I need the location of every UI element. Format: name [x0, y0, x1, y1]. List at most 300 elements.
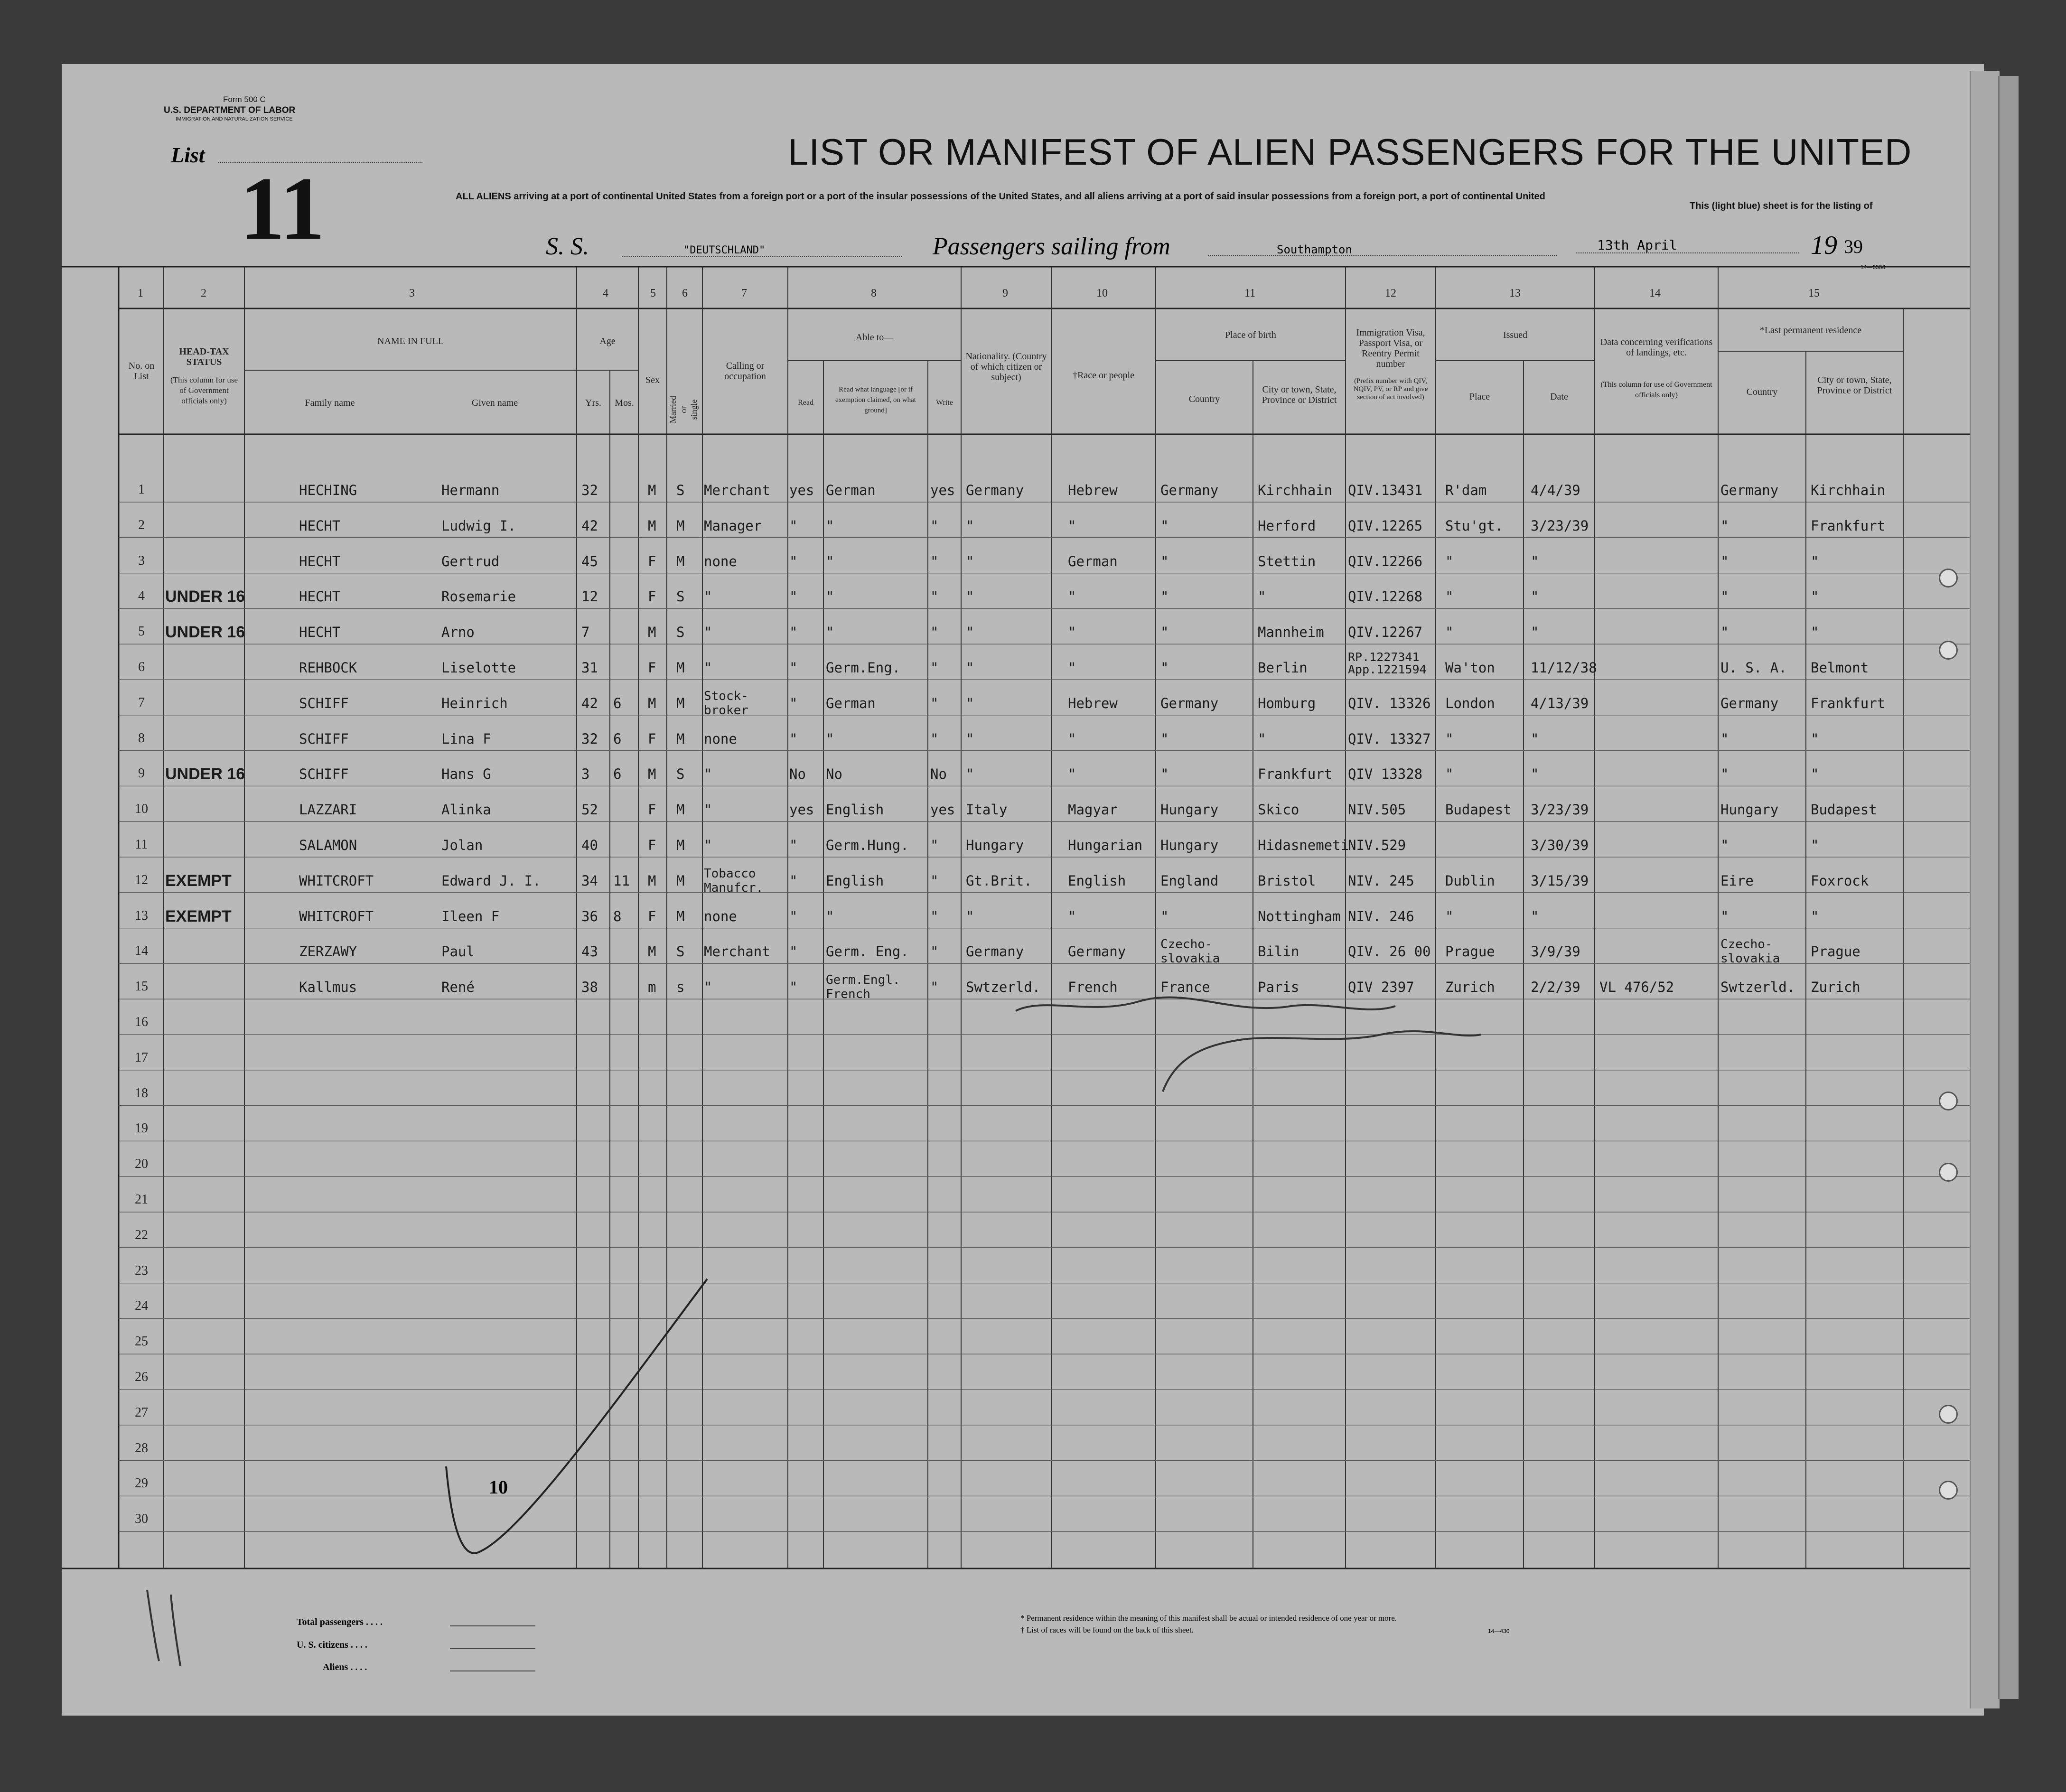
cell-birth-city: Nottingham	[1258, 908, 1341, 924]
cell-residence-country: "	[1720, 908, 1729, 924]
cell-nationality: "	[966, 660, 974, 676]
row-number: 11	[135, 837, 148, 852]
col-num-6: 6	[682, 287, 688, 299]
cell-sex: F	[648, 908, 656, 924]
cell-residence-city: Prague	[1811, 943, 1860, 960]
cell-family-name: WHITCROFT	[299, 908, 374, 924]
cell-race: Hebrew	[1068, 482, 1118, 498]
row-number: 16	[135, 1015, 148, 1029]
cell-residence-city: "	[1811, 837, 1819, 853]
cell-race: Germany	[1068, 943, 1126, 960]
cell-sex: F	[648, 802, 656, 818]
binder-hole	[1939, 1092, 1958, 1111]
cell-residence-country: "	[1720, 730, 1729, 747]
cell-given-name: Ludwig I.	[441, 517, 516, 534]
row-number: 15	[135, 979, 148, 994]
subtitle-2: This (light blue) sheet is for the listing of	[1690, 201, 1873, 211]
cell-birth-city: Berlin	[1258, 660, 1308, 676]
inspector-signature-line2	[1163, 1031, 1481, 1092]
cell-visa-number: QIV. 13327	[1348, 730, 1431, 747]
cell-read: "	[789, 943, 798, 960]
cell-age-mos: 6	[613, 695, 622, 711]
cell-visa-number: QIV.12265	[1348, 517, 1423, 534]
hdr-nationality: Nationality. (Country of which citizen or subject)	[965, 351, 1047, 383]
cell-read: "	[789, 588, 798, 605]
row-number: 2	[138, 517, 145, 532]
cell-visa-number: NIV.529	[1348, 837, 1406, 853]
cell-read: "	[789, 624, 798, 641]
cell-birth-country: "	[1160, 588, 1169, 605]
cell-issued-place: R'dam	[1445, 482, 1487, 498]
row-number: 6	[138, 660, 145, 674]
cell-issued-date: 3/23/39	[1531, 517, 1589, 534]
cell-nationality: "	[966, 553, 974, 569]
col-num-4: 4	[603, 287, 608, 299]
cell-visa-number: QIV.12268	[1348, 588, 1423, 605]
cell-birth-city: Stettin	[1258, 553, 1316, 569]
cell-birth-city: Skico	[1258, 802, 1299, 818]
row-number: 7	[138, 695, 145, 710]
cell-given-name: Edward J. I.	[441, 872, 541, 889]
cell-nationality: Swtzerld.	[966, 979, 1041, 996]
hdr-able-to: Able to—	[855, 332, 894, 343]
cell-head-tax: UNDER 16	[165, 765, 245, 784]
cell-family-name: LAZZARI	[299, 802, 357, 818]
form-number: Form 500 C	[223, 95, 266, 104]
us-citizens-line	[450, 1648, 535, 1649]
cell-visa-number: QIV 13328	[1348, 766, 1423, 783]
cell-write: yes	[930, 482, 955, 498]
col-num-1: 1	[138, 287, 143, 299]
row-number: 3	[138, 553, 145, 568]
hdr-issued-place: Place	[1469, 392, 1490, 402]
hdr-given-name: Given name	[471, 398, 518, 408]
department: U.S. DEPARTMENT OF LABOR	[164, 105, 296, 115]
cell-read-language: No	[826, 766, 842, 783]
hdr-sex: Sex	[645, 375, 660, 385]
cell-race: German	[1068, 553, 1118, 569]
cell-age-yrs: 12	[581, 588, 598, 605]
cell-occupation: Merchant	[704, 943, 770, 960]
hdr-name-in-full: NAME IN FULL	[377, 336, 444, 346]
cell-family-name: HECHT	[299, 588, 341, 605]
cell-marital-status: M	[676, 837, 685, 853]
cell-marital-status: s	[676, 979, 685, 996]
cell-head-tax: EXEMPT	[165, 871, 232, 890]
row-number: 22	[135, 1227, 148, 1242]
cell-residence-city: Frankfurt	[1811, 517, 1886, 534]
cell-race: Hungarian	[1068, 837, 1143, 853]
cell-birth-city: Herford	[1258, 517, 1316, 534]
cell-given-name: Heinrich	[441, 695, 508, 711]
tally-number: 10	[489, 1476, 508, 1498]
sailing-date: 13th April	[1597, 237, 1677, 253]
cell-birth-country: Germany	[1160, 482, 1219, 498]
footnote-code: 14—430	[1488, 1628, 1510, 1634]
row-number: 10	[135, 802, 148, 817]
cell-age-yrs: 7	[581, 624, 590, 641]
row-number: 26	[135, 1370, 148, 1384]
cell-residence-country: Hungary	[1720, 802, 1779, 818]
row-number: 30	[135, 1512, 148, 1527]
cell-race: "	[1068, 624, 1076, 641]
cell-age-yrs: 43	[581, 943, 598, 960]
cell-write: "	[930, 624, 939, 641]
cell-birth-city: Frankfurt	[1258, 766, 1333, 783]
cell-age-yrs: 42	[581, 517, 598, 534]
cell-sex: M	[648, 695, 656, 711]
cell-issued-date: "	[1531, 908, 1539, 924]
row-number: 29	[135, 1476, 148, 1491]
hdr-last-residence: *Last permanent residence	[1759, 325, 1862, 336]
cell-age-yrs: 42	[581, 695, 598, 711]
cell-sex: F	[648, 660, 656, 676]
cell-sex: F	[648, 588, 656, 605]
cell-write: "	[930, 553, 939, 569]
cell-age-mos: 11	[613, 872, 630, 889]
row-number: 19	[135, 1121, 148, 1136]
row-number: 18	[135, 1085, 148, 1101]
col-num-10: 10	[1096, 287, 1108, 299]
cell-residence-city: Kirchhain	[1811, 482, 1886, 498]
service: IMMIGRATION AND NATURALIZATION SERVICE	[176, 116, 293, 122]
cell-verification-data: VL 476/52	[1599, 979, 1674, 996]
cell-given-name: Arno	[441, 624, 475, 641]
cell-issued-date: 2/2/39	[1531, 979, 1580, 996]
cell-birth-city: "	[1258, 588, 1266, 605]
cell-residence-city: Frankfurt	[1811, 695, 1886, 711]
hdr-res-country: Country	[1746, 387, 1778, 397]
cell-age-yrs: 32	[581, 730, 598, 747]
cell-family-name: REHBOCK	[299, 660, 357, 676]
cell-visa-number: QIV.12267	[1348, 624, 1423, 641]
cell-issued-date: 3/9/39	[1531, 943, 1580, 960]
cell-visa-number: QIV 2397	[1348, 979, 1414, 996]
col-num-9: 9	[1002, 287, 1008, 299]
cell-birth-city: Homburg	[1258, 695, 1316, 711]
cell-given-name: Hans G	[441, 766, 491, 783]
cell-occupation: "	[704, 837, 712, 853]
cell-given-name: Ileen F	[441, 908, 500, 924]
cell-birth-country: Germany	[1160, 695, 1219, 711]
cell-birth-country: Czecho- slovakia	[1160, 937, 1220, 966]
cell-read-language: "	[826, 908, 834, 924]
hdr-write: Write	[936, 399, 953, 407]
cell-nationality: "	[966, 908, 974, 924]
binder-hole	[1939, 1163, 1958, 1182]
cell-marital-status: M	[676, 730, 685, 747]
col-num-15: 15	[1808, 287, 1820, 299]
cell-visa-number: NIV. 245	[1348, 872, 1414, 889]
cell-write: No	[930, 766, 947, 783]
cell-read: "	[789, 660, 798, 676]
cell-birth-country: "	[1160, 517, 1169, 534]
cell-read: "	[789, 517, 798, 534]
cell-race: English	[1068, 872, 1126, 889]
col-num-3: 3	[409, 287, 415, 299]
cell-birth-country: Hungary	[1160, 802, 1219, 818]
cell-residence-city: "	[1811, 766, 1819, 783]
binder-hole	[1939, 1405, 1958, 1424]
year-suffix: 39	[1844, 236, 1863, 257]
cell-issued-date: "	[1531, 553, 1539, 569]
port-name: Southampton	[1277, 243, 1352, 256]
cell-age-yrs: 38	[581, 979, 598, 996]
cell-residence-country: "	[1720, 837, 1729, 853]
cell-residence-city: Budapest	[1811, 802, 1877, 818]
cell-family-name: SALAMON	[299, 837, 357, 853]
cell-given-name: Liselotte	[441, 660, 516, 676]
cell-birth-city: Kirchhain	[1258, 482, 1333, 498]
cell-occupation: "	[704, 802, 712, 818]
cell-given-name: Lina F	[441, 730, 491, 747]
row-number: 14	[135, 943, 148, 959]
cell-family-name: ZERZAWY	[299, 943, 357, 960]
cell-nationality: "	[966, 730, 974, 747]
cell-residence-country: Eire	[1720, 872, 1754, 889]
us-citizens-label: U. S. citizens . . . .	[297, 1640, 367, 1650]
col-num-11: 11	[1244, 287, 1256, 299]
cell-issued-date: 3/15/39	[1531, 872, 1589, 889]
cell-marital-status: M	[676, 553, 685, 569]
cell-write: "	[930, 943, 939, 960]
hdr-calling: Calling or occupation	[724, 361, 766, 382]
cell-marital-status: S	[676, 482, 685, 498]
row-number: 5	[138, 624, 145, 639]
cell-issued-place: Prague	[1445, 943, 1495, 960]
cell-occupation: none	[704, 553, 737, 569]
footnote-2: † List of races will be found on the back of this sheet.	[1020, 1625, 1194, 1634]
year-prefix: 19	[1811, 231, 1837, 260]
cell-read: "	[789, 908, 798, 924]
cell-race: Magyar	[1068, 802, 1118, 818]
cell-occupation: Stock- broker	[704, 689, 748, 718]
cell-issued-date: 3/23/39	[1531, 802, 1589, 818]
cell-read: yes	[789, 802, 814, 818]
cell-write: "	[930, 872, 939, 889]
cell-read-language: English	[826, 872, 884, 889]
cell-head-tax: UNDER 16	[165, 588, 245, 606]
cell-age-yrs: 52	[581, 802, 598, 818]
cell-race: "	[1068, 730, 1076, 747]
cell-family-name: SCHIFF	[299, 766, 349, 783]
cell-issued-place: London	[1445, 695, 1495, 711]
cell-issued-place: "	[1445, 553, 1454, 569]
cell-write: "	[930, 660, 939, 676]
cell-read: "	[789, 872, 798, 889]
cell-issued-place: Zurich	[1445, 979, 1495, 996]
hdr-res-city: City or town, State, Province or District	[1817, 375, 1892, 396]
cell-age-yrs: 34	[581, 872, 598, 889]
cell-occupation: "	[704, 660, 712, 676]
col-num-12: 12	[1385, 287, 1396, 299]
sailing-label: Passengers sailing from	[933, 233, 1170, 260]
cell-family-name: WHITCROFT	[299, 872, 374, 889]
cell-family-name: HECHING	[299, 482, 357, 498]
inspector-signature	[1016, 997, 1395, 1011]
cell-nationality: "	[966, 695, 974, 711]
row-number: 21	[135, 1192, 148, 1207]
cell-head-tax: EXEMPT	[165, 907, 232, 925]
cell-residence-city: "	[1811, 730, 1819, 747]
cell-race: "	[1068, 517, 1076, 534]
hdr-married: Married or single	[668, 396, 699, 423]
cell-read-language: "	[826, 517, 834, 534]
list-number: 11	[240, 159, 325, 259]
margin-marks	[147, 1590, 180, 1666]
manifest-title: LIST OR MANIFEST OF ALIEN PASSENGERS FOR THE UNITED	[788, 131, 1912, 173]
cell-birth-city: Bilin	[1258, 943, 1299, 960]
cell-read: No	[789, 766, 806, 783]
cell-marital-status: M	[676, 660, 685, 676]
cell-marital-status: S	[676, 588, 685, 605]
cell-read-language: Germ.Eng.	[826, 660, 901, 676]
cell-age-yrs: 45	[581, 553, 598, 569]
cell-age-mos: 6	[613, 730, 622, 747]
cell-given-name: Gertrud	[441, 553, 500, 569]
cell-issued-place: "	[1445, 624, 1454, 641]
cell-write: "	[930, 908, 939, 924]
subtitle-1: ALL ALIENS arriving at a port of continental United States from a foreign port or a port of the insular possessions of the United States, and all aliens arriving at a port of said insular possessions from a foreign port, a port of continental United	[456, 191, 1545, 202]
cell-read-language: "	[826, 624, 834, 641]
cell-issued-place: Budapest	[1445, 802, 1512, 818]
cell-read-language: Germ. Eng.	[826, 943, 909, 960]
cell-visa-number: RP.1227341 App.1221594	[1348, 650, 1427, 676]
check-mark	[446, 1279, 707, 1553]
cell-residence-city: "	[1811, 588, 1819, 605]
cell-given-name: Rosemarie	[441, 588, 516, 605]
cell-issued-date: "	[1531, 624, 1539, 641]
cell-birth-country: France	[1160, 979, 1210, 996]
cell-nationality: "	[966, 588, 974, 605]
footnote-1: * Permanent residence within the meaning of this manifest shall be actual or intended residence of one year or more.	[1020, 1614, 1397, 1623]
cell-residence-city: "	[1811, 908, 1819, 924]
cell-head-tax: UNDER 16	[165, 623, 245, 642]
cell-write: "	[930, 695, 939, 711]
form-code: 14—6506	[1860, 264, 1886, 271]
row-number: 9	[138, 766, 145, 781]
cell-residence-city: Belmont	[1811, 660, 1869, 676]
cell-read: "	[789, 979, 798, 996]
cell-sex: M	[648, 766, 656, 783]
cell-race: Hebrew	[1068, 695, 1118, 711]
cell-issued-date: "	[1531, 730, 1539, 747]
ss-label: S. S.	[546, 233, 589, 260]
cell-issued-place: "	[1445, 766, 1454, 783]
cell-marital-status: M	[676, 517, 685, 534]
cell-birth-city: Hidasnemeti	[1258, 837, 1349, 853]
row-number: 1	[138, 482, 145, 497]
cell-marital-status: S	[676, 766, 685, 783]
cell-birth-country: "	[1160, 553, 1169, 569]
cell-residence-country: "	[1720, 517, 1729, 534]
hdr-birth-country: Country	[1188, 394, 1220, 404]
cell-write: "	[930, 730, 939, 747]
hdr-data-concerning: Data concerning verifications of landings, etc.	[1600, 337, 1713, 358]
cell-sex: M	[648, 517, 656, 534]
cell-read-language: Germ.Engl. French	[826, 973, 900, 1002]
cell-race: "	[1068, 908, 1076, 924]
cell-issued-place: "	[1445, 908, 1454, 924]
row-number: 4	[138, 588, 145, 604]
cell-age-yrs: 40	[581, 837, 598, 853]
cell-nationality: Germany	[966, 482, 1024, 498]
cell-birth-city: Mannheim	[1258, 624, 1324, 641]
hdr-birth-city: City or town, State, Province or District	[1262, 384, 1337, 405]
row-number: 13	[135, 908, 148, 923]
col-num-5: 5	[650, 287, 656, 299]
total-passengers-label: Total passengers . . . .	[297, 1617, 383, 1627]
col-num-8: 8	[871, 287, 877, 299]
hdr-issued: Issued	[1503, 330, 1528, 340]
col-num-14: 14	[1649, 287, 1661, 299]
hdr-place-of-birth: Place of birth	[1225, 330, 1276, 340]
cell-sex: M	[648, 482, 656, 498]
cell-residence-country: U. S. A.	[1720, 660, 1787, 676]
cell-visa-number: QIV.13431	[1348, 482, 1423, 498]
cell-residence-country: "	[1720, 553, 1729, 569]
hdr-no-on-list: No. on List	[128, 361, 155, 382]
cell-residence-country: "	[1720, 766, 1729, 783]
cell-age-yrs: 32	[581, 482, 598, 498]
cell-family-name: SCHIFF	[299, 695, 349, 711]
cell-visa-number: NIV. 246	[1348, 908, 1414, 924]
cell-age-yrs: 36	[581, 908, 598, 924]
row-number: 28	[135, 1440, 148, 1456]
cell-issued-date: 3/30/39	[1531, 837, 1589, 853]
cell-marital-status: M	[676, 872, 685, 889]
cell-occupation: "	[704, 766, 712, 783]
cell-residence-country: Germany	[1720, 695, 1779, 711]
cell-nationality: "	[966, 766, 974, 783]
cell-marital-status: M	[676, 802, 685, 818]
cell-read-language: German	[826, 695, 876, 711]
cell-family-name: Kallmus	[299, 979, 357, 996]
cell-marital-status: M	[676, 908, 685, 924]
list-label: List	[171, 143, 205, 167]
cell-age-yrs: 31	[581, 660, 598, 676]
hdr-mos: Mos.	[615, 398, 634, 408]
cell-nationality: Germany	[966, 943, 1024, 960]
cell-read: yes	[789, 482, 814, 498]
cell-given-name: René	[441, 979, 475, 996]
cell-family-name: SCHIFF	[299, 730, 349, 747]
cell-occupation: none	[704, 730, 737, 747]
cell-residence-country: "	[1720, 588, 1729, 605]
ship-name: "DEUTSCHLAND"	[683, 244, 766, 256]
cell-occupation: "	[704, 624, 712, 641]
cell-nationality: "	[966, 517, 974, 534]
col-num-13: 13	[1509, 287, 1521, 299]
cell-birth-city: Paris	[1258, 979, 1299, 996]
hdr-visa-note: (Prefix number with QIV, NQIV, PV, or RP and give section of act involved)	[1353, 377, 1428, 401]
cell-read: "	[789, 553, 798, 569]
cell-birth-city: Bristol	[1258, 872, 1316, 889]
cell-birth-country: "	[1160, 730, 1169, 747]
cell-occupation: Manager	[704, 517, 762, 534]
cell-race: "	[1068, 766, 1076, 783]
cell-issued-place: Dublin	[1445, 872, 1495, 889]
cell-birth-country: "	[1160, 660, 1169, 676]
cell-age-yrs: 3	[581, 766, 590, 783]
cell-family-name: HECHT	[299, 553, 341, 569]
cell-nationality: Gt.Brit.	[966, 872, 1032, 889]
cell-issued-date: "	[1531, 588, 1539, 605]
row-number: 23	[135, 1263, 148, 1278]
cell-visa-number: QIV. 26 00	[1348, 943, 1431, 960]
cell-write: yes	[930, 802, 955, 818]
cell-occupation: Tobacco Manufcr.	[704, 866, 764, 895]
